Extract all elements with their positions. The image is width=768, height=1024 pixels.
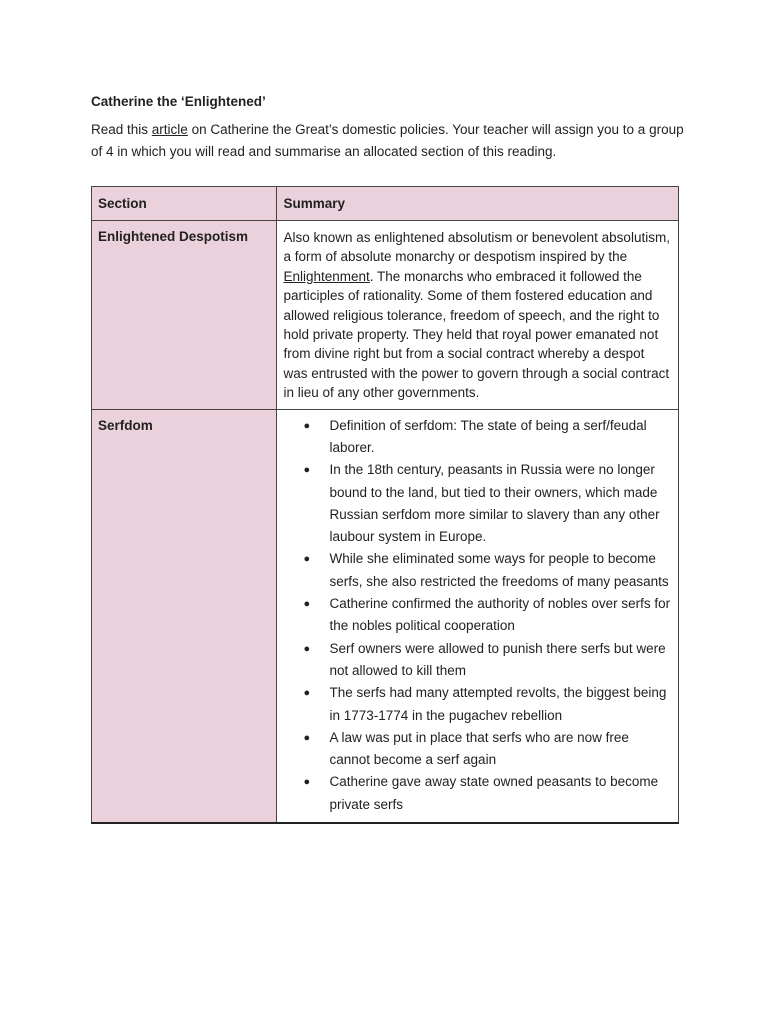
list-item — [303, 682, 672, 727]
list-item-text: A law was put in place that serfs who are now free cannot become a serf again — [329, 729, 629, 768]
bullet-icon: ● — [303, 553, 311, 566]
intro-paragraph — [91, 119, 691, 163]
list-item — [303, 593, 672, 638]
table-row — [92, 221, 679, 410]
list-item-text: The serfs had many attempted revolts, the biggest being in 1773-1774 in the pugachev rebellion — [329, 685, 667, 723]
bullet-icon: ● — [303, 731, 311, 744]
section-cell — [92, 221, 277, 410]
section-cell — [92, 409, 277, 823]
list-item-text: In the 18th century, peasants in Russia were no longer bound to the land, but tied to their owners, which made Russian serfdom more similar to slavery than any other laubour system in Europe. — [329, 462, 660, 545]
summary-text — [277, 221, 678, 409]
list-item — [303, 727, 672, 772]
list-item-text: Catherine confirmed the authority of nobles over serfs for the nobles political cooperation — [329, 596, 671, 634]
document-title: Catherine the ‘Enlightened’ — [91, 94, 266, 109]
header-section-label: Section — [98, 196, 147, 211]
header-summary-label: Summary — [283, 196, 345, 211]
bullet-icon: ● — [303, 687, 311, 700]
bullet-icon: ● — [303, 419, 311, 432]
list-item-text: Catherine gave away state owned peasants to become private serfs — [329, 774, 659, 812]
bullet-icon: ● — [303, 776, 311, 789]
intro-text-before: Read this — [91, 122, 152, 137]
summary-cell — [277, 409, 679, 823]
list-item — [303, 771, 672, 816]
bullet-icon: ● — [303, 464, 311, 477]
section-label: Serfdom — [98, 417, 153, 433]
serfdom-bullet-list — [277, 410, 678, 822]
bullet-icon: ● — [303, 642, 311, 655]
enlightenment-link[interactable]: Enlightenment — [283, 268, 370, 284]
table-row — [92, 409, 679, 823]
header-section-cell — [92, 187, 277, 221]
summary-text-after: . The monarchs who embraced it followed the participles of rationality. Some of them fostered education and allowed religious tolerance, freedom of speech, and the right to hold private property. They held that royal power emanated not from divine right but from a social contract whereby a despot was entrusted with the power to govern through a social contract in lieu of any other governments. — [283, 268, 670, 401]
summary-text-before: Also known as enlightened absolutism or benevolent absolutism, a form of absolute monarchy or despotism inspired by the — [283, 230, 670, 265]
summary-table — [91, 186, 679, 824]
bullet-icon: ● — [303, 598, 311, 611]
intro-text-after: on Catherine the Great’s domestic policies. Your teacher will assign you to a group of 4 in which you will read and summarise an allocated section of this reading. — [91, 122, 684, 159]
list-item-text: While she eliminated some ways for people to become serfs, she also restricted the freedoms of many peasants — [329, 551, 669, 589]
list-item — [303, 638, 672, 683]
list-item-text: Definition of serfdom: The state of being a serf/feudal laborer. — [329, 417, 647, 455]
section-label: Enlightened Despotism — [98, 229, 249, 244]
list-item — [303, 548, 672, 593]
list-item — [303, 459, 672, 548]
list-item-text: Serf owners were allowed to punish there serfs but were not allowed to kill them — [329, 640, 666, 678]
article-link[interactable]: article — [151, 122, 188, 137]
header-summary-cell — [277, 187, 679, 221]
summary-cell — [277, 221, 679, 410]
list-item — [303, 415, 672, 460]
table-header-row — [92, 187, 679, 221]
